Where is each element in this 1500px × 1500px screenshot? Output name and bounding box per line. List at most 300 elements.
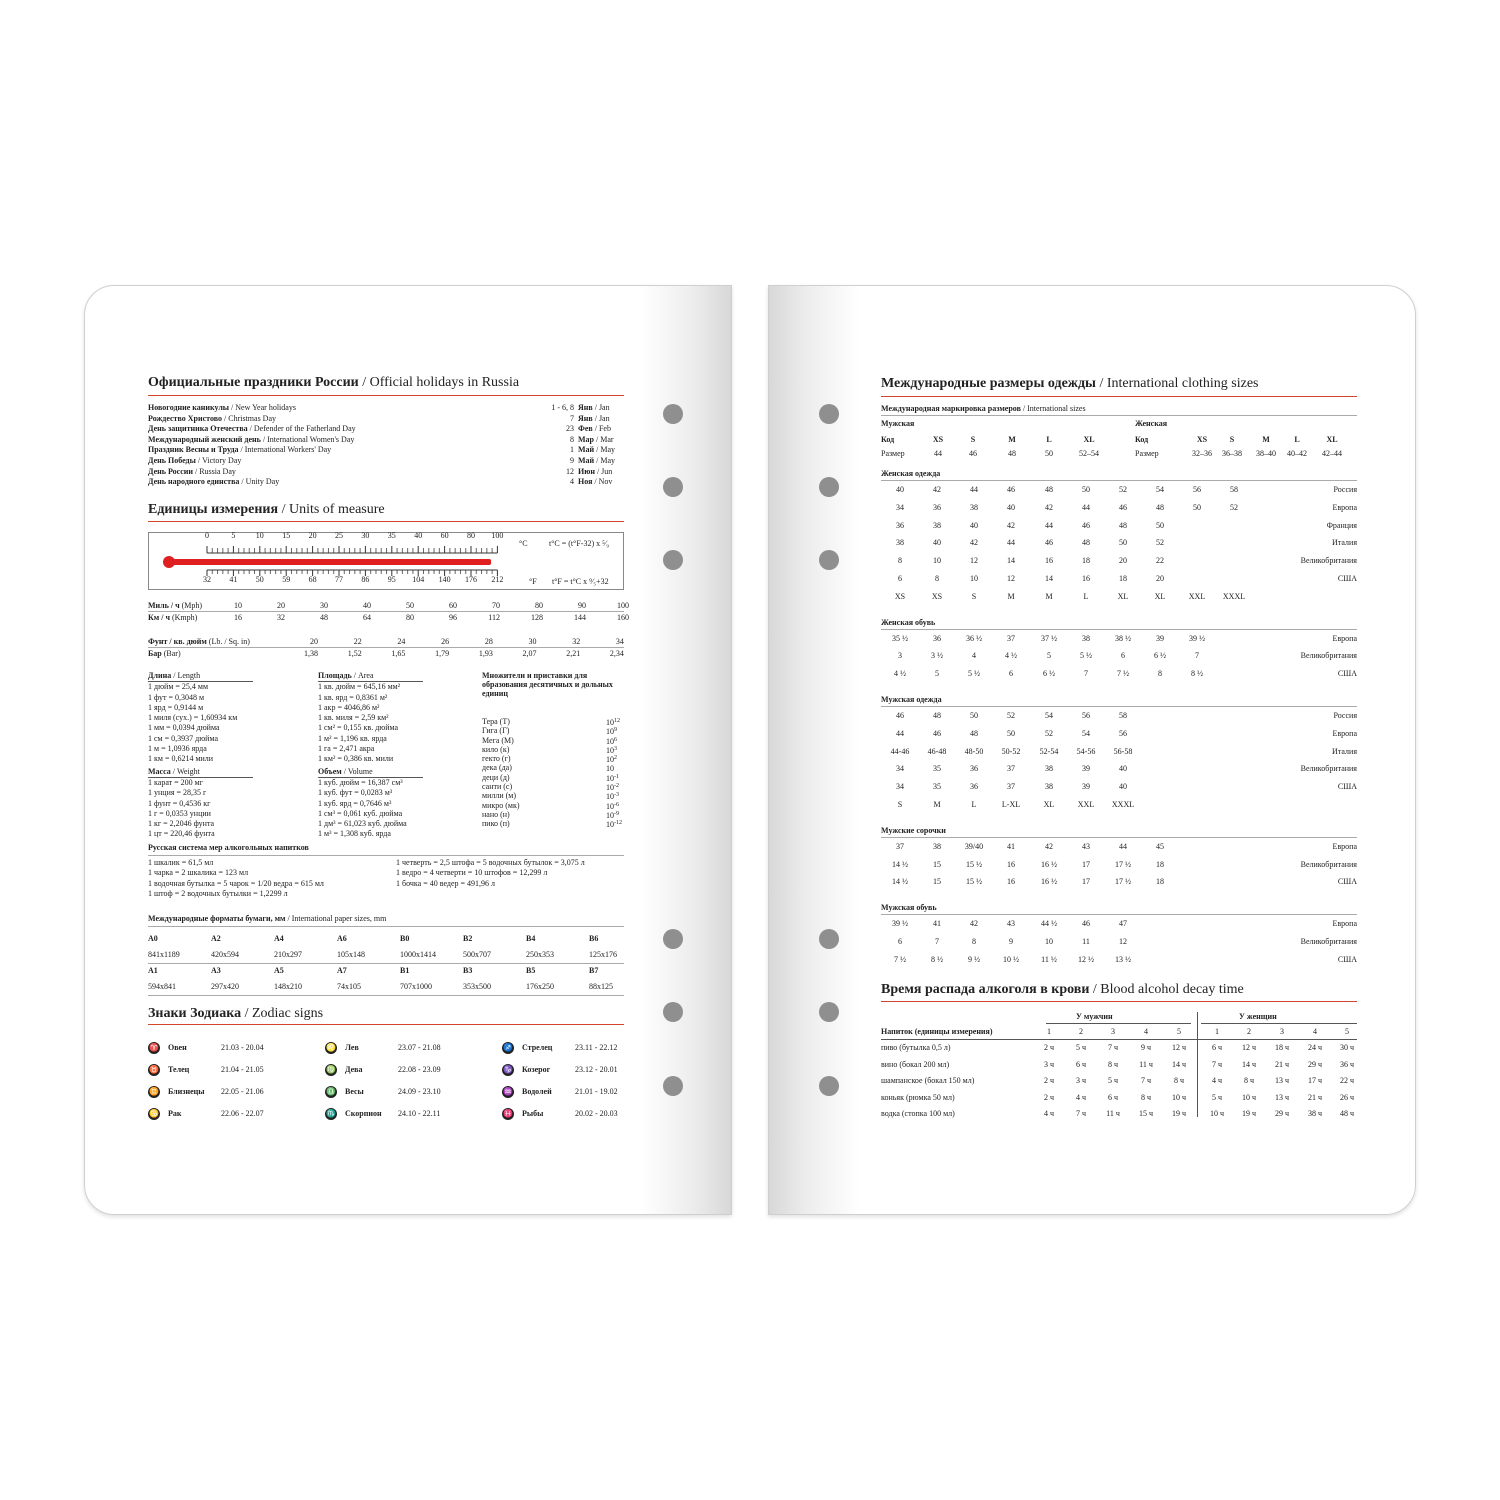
fahrenheit-tick: 95 [387,575,396,584]
zodiac-item [325,1086,441,1098]
holiday-month: Мар / Mar [578,434,614,444]
celsius-tick: 60 [440,531,449,540]
size-cell: S [897,799,903,809]
area-block: Площадь / Area 1 кв. дюйм = 645,16 мм² 1 кв. ярд = 0,8361 м² 1 акр = 4046,86 м² 1 кв. миля = 2,59 км² 1 см² = 0,155 кв. дюйма 1 м² = 1,196 кв. ярда 1 га = 2,471 акра 1 км² = 0,386 кв. мили Объем / Volume 1 куб. дюйм = 16,387 см³ 1 куб. фут = 0,0283 м³ 1 куб. ярд = 0,7646 м³ 1 см³ = 0,061 куб. дюйма 1 дм³ = 61,023 куб. дюйма 1 м³ = 1,308 куб. ярда [318,671,478,840]
paper-format: B2 [463,934,473,943]
prefix-value: $10^{-6}$ [606,801,619,811]
size-cell: 12 ½ [1078,954,1094,964]
size-cell: 40 [933,538,941,548]
zodiac-name: Стрелец [522,1043,553,1052]
conversion-item: 1 штоф = 2 водочных бутылки = 1,2299 л [148,888,288,898]
size-cell: 48 [1119,520,1127,530]
zodiac-name: Скорпион [345,1109,382,1118]
zodiac-item [502,1108,618,1120]
size-cell: 3 [898,651,902,661]
paper-size: 1000x1414 [400,950,436,959]
size-cell: 4 ½ [894,669,906,679]
alcohol-row [881,1057,1357,1074]
paper-row-labels [148,964,624,980]
country-label: Великобритания [1300,764,1357,774]
size-cell: 42 [933,485,941,494]
holiday-day: 4 [570,477,574,487]
size-cell: 18 [1156,859,1164,869]
prefix-name: микро (мк) [482,800,520,810]
size-cell: 5 [935,669,939,679]
women-col-header: 4 [1313,1027,1317,1036]
alcohol-table [881,1012,1357,1123]
size-cell: 46-48 [927,746,947,756]
fahrenheit-tick: 59 [282,575,291,584]
size-cell: 52 [1230,502,1238,512]
holiday-month: Фев / Feb [578,424,611,434]
country-label: США [1337,877,1357,887]
men-col-header: 4 [1144,1027,1148,1036]
speed-table: Миль / ч (Mph) 10 20 30 40 50 60 70 80 90 100 Км / ч (Kmph) 16 32 48 64 80 96 112 128 144 160 [148,601,629,622]
size-cell: 38 ½ [1115,633,1131,643]
zodiac-item [502,1042,617,1054]
size-cell: 47 [1119,919,1127,929]
women-time: 24 ч [1307,1043,1323,1052]
size-cell: 46 [896,710,904,720]
size-cell: 41 [1007,841,1015,851]
zodiac-sign-icon: ♎ [326,1087,336,1096]
clothing-section [881,826,1357,891]
size-cell: 44 ½ [1041,919,1057,929]
size-cell: 7 ½ [1117,669,1129,679]
zodiac-title: Знаки Зодиака / Zodiac signs [148,1006,324,1021]
zodiac-sign-icon: ♑ [503,1065,513,1074]
size-cell: 15 [933,877,941,887]
prefix-row [482,745,624,754]
drink-name: вино (бокал 200 мл) [881,1059,950,1069]
size-row [881,481,1357,499]
paper-format: B7 [589,966,599,975]
country-label: Европа [1332,728,1357,738]
country-label: Великобритания [1300,556,1357,566]
paper-format: B4 [526,934,536,943]
women-time: 5 ч [1211,1092,1223,1102]
country-label: Европа [1332,841,1357,851]
zodiac-sign-icon: ♋ [149,1109,159,1118]
thermometer-bar [169,559,491,565]
conversion-item: 1 фунт = 0,4536 кг [148,798,211,808]
binder-hole [663,477,683,497]
conversion-item: 1 шкалик = 61,5 мл [148,858,214,867]
men-time: 7 ч [1107,1043,1119,1052]
women-time: 18 ч [1274,1043,1290,1052]
alcohol-measures-right [396,858,626,889]
size-cell: 44 [896,728,904,738]
value-cell: 100 [617,601,629,610]
drink-header: Напиток (единицы измерения) [881,1027,993,1036]
conversion-item: 1 куб. фут = 0,0283 м³ [318,788,393,798]
intl-size-label: Размер [881,449,905,458]
conversion-item: 1 унция = 28,35 г [148,788,207,798]
conversion-item: 1 карат = 200 мг [148,777,204,787]
size-cell: 46 [933,728,941,738]
alcohol-measures-title: Русская система мер алкогольных напитков [148,843,309,852]
conversion-item: 1 четверть = 2,5 штофа = 5 водочных бутылок = 3,075 л [396,858,585,867]
zodiac-sign-icon: ♓ [503,1109,513,1118]
country-label: Европа [1332,919,1357,929]
zodiac-name: Козерог [522,1065,551,1074]
size-cell: 43 [1082,841,1090,851]
women-time: 36 ч [1339,1059,1355,1069]
value-cell: 20 [310,637,318,646]
conversion-item: 1 г = 0,0353 унции [148,808,211,818]
intl-code: S [1229,435,1235,444]
size-cell: 36 [896,520,904,530]
zodiac-sign-icon: ♌ [326,1043,336,1052]
paper-format: A2 [211,934,221,943]
value-cell: 30 [320,601,328,610]
zodiac-name: Лев [345,1043,359,1052]
size-cell: 48-50 [964,746,984,756]
men-time: 5 ч [1107,1076,1119,1085]
value-cell: 20 [277,601,285,610]
men-time: 8 ч [1140,1092,1152,1102]
women-time: 30 ч [1339,1043,1355,1052]
men-time: 9 ч [1140,1043,1152,1052]
size-cell: 12 [1119,936,1127,946]
conversion-item: 1 см = 0,3937 дюйма [148,733,219,743]
conversion-item: 1 м = 1,0936 ярда [148,744,207,754]
men-col-header: 5 [1177,1027,1181,1036]
size-cell: 45 [1156,841,1164,851]
zodiac-name: Рак [168,1109,182,1118]
celsius-tick: 35 [387,531,396,540]
conversion-item: 1 км² = 0,386 кв. мили [318,754,394,764]
holiday-name: День России [148,466,193,476]
size-cell: 39/40 [964,841,984,851]
size-cell: 44 [1007,538,1015,548]
holidays-list [148,403,624,488]
women-time: 17 ч [1307,1076,1323,1085]
value-cell: 90 [578,601,586,610]
men-time: 8 ч [1173,1076,1185,1085]
size-cell: 42 [970,538,978,548]
prefix-name: кило (к) [482,744,510,754]
binder-hole [819,477,839,497]
zodiac-name: Дева [345,1065,363,1074]
country-label: Италия [1332,538,1357,548]
holiday-row [148,403,624,414]
holiday-name-en: / Victory Day [197,455,242,465]
intl-size: 50 [1045,449,1053,458]
size-cell: 4 ½ [1005,651,1017,661]
size-cell: 5 [1047,651,1051,661]
size-cell: 8 [972,936,976,946]
holiday-month: Янв / Jan [578,413,610,423]
size-cell: 17 [1082,859,1090,869]
women-time: 13 ч [1274,1092,1290,1102]
alcohol-measures-left [148,858,388,899]
size-cell: 46 [1045,538,1053,548]
size-cell: 14 ½ [892,877,908,887]
zodiac-name: Близнецы [168,1087,205,1096]
value-cell: 70 [492,601,500,610]
size-row [881,760,1357,778]
men-time: 11 ч [1139,1059,1153,1069]
size-cell: 14 [1007,556,1015,566]
size-cell: 44 [1045,520,1053,530]
size-cell: 16 [1007,859,1015,869]
zodiac-sign-icon: ♈ [149,1043,159,1052]
size-cell: XL [1043,799,1055,809]
prefix-row [482,782,624,791]
size-cell: 16 [1045,556,1053,566]
size-row [881,933,1357,951]
size-cell: 16 ½ [1041,877,1057,887]
conversion-item: 1 дюйм = 25,4 мм [148,682,209,692]
value-cell: 2,34 [609,649,624,658]
holiday-name-en: / Russia Day [195,466,236,476]
size-cell: 54 [1156,485,1164,494]
right-page [768,285,1416,1215]
zodiac-item [502,1086,618,1098]
zodiac-name: Рыбы [522,1109,544,1118]
size-cell: 44 [1119,841,1127,851]
prefix-row [482,819,624,828]
fahrenheit-tick: 32 [203,575,211,584]
size-cell: 40 [1119,764,1127,774]
prefix-name: пико (п) [482,819,510,829]
left-page [84,285,732,1215]
intl-code: S [970,435,976,444]
binder-hole [819,404,839,424]
size-cell: 56 [1193,485,1201,494]
holiday-name-en: / International Workers' Day [240,445,332,455]
zodiac-dates: 23.07 - 21.08 [398,1043,441,1052]
size-row [881,647,1357,665]
value-cell: 112 [488,613,500,622]
holiday-row [148,467,624,478]
zodiac-dates: 24.10 - 22.11 [398,1109,441,1118]
intl-sizes-table [881,419,1357,464]
size-cell: 6 ½ [1154,651,1166,661]
fahrenheit-tick: 68 [308,575,317,584]
size-cell: 46 [1082,520,1090,530]
prefix-name: Тера (Т) [482,717,510,726]
country-label: США [1337,669,1357,679]
holiday-name: День защитника Отечества [148,424,248,434]
holiday-day: 8 [570,434,574,444]
prefix-value: $10^6$ [606,736,617,746]
size-row [881,725,1357,743]
men-time: 4 ч [1075,1092,1087,1102]
size-row [881,838,1357,856]
value-cell: 80 [535,601,543,610]
size-cell: 7 [935,936,939,946]
country-label: США [1337,573,1357,583]
size-cell: 54 [1082,728,1090,738]
size-cell: 48 [970,728,978,738]
binder-hole [819,929,839,949]
size-cell: 20 [1156,573,1164,583]
zodiac-item [148,1108,264,1120]
conversion-item: 1 кв. миля = 2,59 км² [318,713,389,723]
conversion-item: 1 акр = 4046,86 м² [318,702,380,712]
prefix-name: Гига (Г) [482,726,510,736]
clothing-section [881,469,1357,606]
holiday-name-en: / Unity Day [241,477,280,487]
size-cell: 9 ½ [968,954,980,964]
size-row [881,856,1357,874]
country-label: США [1337,954,1357,964]
fahrenheit-tick: 176 [465,575,477,584]
size-cell: 8 [1158,669,1162,679]
fahrenheit-formula: t°F = t°C x ⁹⁄₅+32 [552,577,609,586]
size-cell: 44-46 [890,746,910,756]
zodiac-dates: 22.06 - 22.07 [221,1109,264,1118]
value-cell: 80 [406,613,414,622]
intl-size: 52–54 [1079,449,1099,458]
size-cell: 34 [896,764,904,774]
intl-women-label: Женская [1135,419,1168,428]
size-cell: 17 ½ [1115,877,1131,887]
size-cell: 39 [1156,633,1164,643]
value-cell: 1,93 [478,649,493,658]
units-title: Единицы измерения / Units of measure [148,502,385,517]
section-title: Мужские сорочки [881,826,1357,838]
paper-sizes-table [148,932,624,996]
holiday-day: 1 - 6, 8 [551,403,574,412]
paper-size: 500x707 [463,950,491,959]
prefix-row [482,791,624,800]
holiday-row [148,435,624,446]
size-cell: 42 [1045,502,1053,512]
women-time: 4 ч [1211,1076,1223,1085]
paper-size: 105x148 [337,950,365,959]
zodiac-item [148,1086,264,1098]
binder-hole [819,1076,839,1096]
intl-code-label: Код [881,435,895,444]
paper-size: 420x594 [211,950,239,959]
women-time: 48 ч [1339,1109,1355,1118]
size-cell: 16 [1007,877,1015,887]
size-cell: 48 [1045,485,1053,494]
value-cell: 32 [277,613,285,622]
divider [148,395,624,396]
paper-size: 210x297 [274,950,302,959]
women-label: У женщин [1239,1012,1277,1021]
prefix-value: $10^{-12}$ [606,820,622,830]
paper-format: A0 [148,934,158,943]
size-row [881,552,1357,570]
conversion-item: 1 м³ = 1,308 куб. ярда [318,829,391,839]
size-row [881,588,1357,606]
holiday-row [148,445,624,456]
conversion-item: 1 дм³ = 61,023 куб. дюйма [318,819,407,829]
men-time: 6 ч [1075,1059,1087,1069]
size-cell: 48 [1082,538,1090,548]
holiday-month: Ноя / Nov [578,477,613,487]
binder-hole [663,404,683,424]
size-cell: 34 [896,782,904,792]
intl-code: XS [1196,435,1208,444]
prefix-row [482,717,624,726]
paper-title: Международные форматы бумаги, мм / International paper sizes, mm [148,914,387,923]
size-cell: 37 [1007,764,1015,774]
zodiac-sign-icon: ♊ [149,1087,159,1096]
celsius-tick: 100 [491,531,504,540]
fahrenheit-tick: 86 [361,575,370,584]
holiday-name: День народного единства [148,477,240,487]
size-cell: 12 [970,556,978,566]
holiday-month: Янв / Jan [578,403,610,412]
size-cell: L [971,799,977,809]
paper-size: 176x250 [526,982,554,991]
men-time: 7 ч [1075,1109,1087,1118]
size-cell: 5 ½ [1080,651,1092,661]
prefix-name: гекто (г) [482,754,511,764]
clothing-sections [881,469,1357,981]
prefix-value: $10^{-9}$ [606,810,619,820]
binder-hole [663,1002,683,1022]
size-cell: 8 ½ [931,954,943,964]
size-cell: 42 [1007,520,1015,530]
prefixes-block: Множители и приставки для образования десятичных и дольных единиц Тера (Т) $10^{12}$ Гига (Г) $10^9$ Мега (М) $10^6$ кило (к) $10^3$ гекто (г) $10^2$ дека (да) 10 деци (д) $10^{-1}$ санти (с) $10^{-2}$ милли (м) $10^{-3}$ микро (мк) $10^{-6}$ нано (н) $10^{-9}$ пико (п) $10^{-12}$ [482,671,622,830]
intl-size: 42–44 [1322,449,1342,458]
women-time: 13 ч [1274,1076,1290,1085]
fahrenheit-tick: 50 [255,575,264,584]
prefix-row [482,810,624,819]
value-cell: 1,38 [304,649,318,658]
women-col-header: 5 [1345,1027,1349,1036]
celsius-tick: 80 [467,531,475,540]
fahrenheit-tick: 140 [438,575,451,584]
divider [881,1001,1357,1002]
size-cell: 37 ½ [1041,633,1057,643]
binder-hole [663,929,683,949]
size-row [881,630,1357,648]
size-cell: 38 [933,841,941,851]
women-time: 6 ч [1211,1043,1223,1052]
size-cell: 38 [1045,782,1053,792]
prefix-value: $10^9$ [606,727,617,737]
holiday-month: Май / May [578,455,616,465]
size-cell: 14 ½ [892,859,908,869]
zodiac-sign-icon: ♒ [503,1087,513,1096]
size-cell: 40 [1119,782,1127,792]
country-label: Франция [1326,520,1357,530]
size-cell: 43 [1007,919,1015,929]
conversion-item: 1 ярд = 0,9144 м [148,702,204,712]
size-cell: XXL [1077,799,1095,809]
size-cell: 58 [1230,485,1238,494]
size-cell: 38 [970,502,978,512]
prefix-value: $10^2$ [606,755,617,765]
size-cell: 9 [1009,936,1013,946]
size-cell: 10 ½ [1003,954,1019,964]
conversion-item: 1 мм = 0,0394 дюйма [148,723,220,733]
paper-format: B1 [400,966,410,975]
drink-name: водка (стопка 100 мл) [881,1109,955,1118]
size-cell: XL [1117,591,1129,601]
paper-format: A3 [211,966,221,975]
size-cell: 37 [1007,633,1015,643]
size-cell: 56-58 [1113,746,1133,756]
conversion-item: 1 кв. ярд = 0,8361 м² [318,692,388,702]
alcohol-row [881,1106,1357,1123]
holiday-day: 1 [570,445,574,455]
size-cell: 11 [1082,936,1090,946]
men-label: У мужчин [1076,1012,1113,1021]
men-time: 5 ч [1075,1043,1087,1052]
conversion-item: 1 бочка = 40 ведер = 491,96 л [396,878,496,888]
size-cell: 52 [1045,728,1053,738]
pressure-table: Фунт / кв. дюйм (Lb. / Sq. in) 20 22 24 26 28 30 32 34 Бар (Bar) 1,38 1,52 1,65 1,79 1,93 2,07 2,21 2,34 [148,637,624,658]
